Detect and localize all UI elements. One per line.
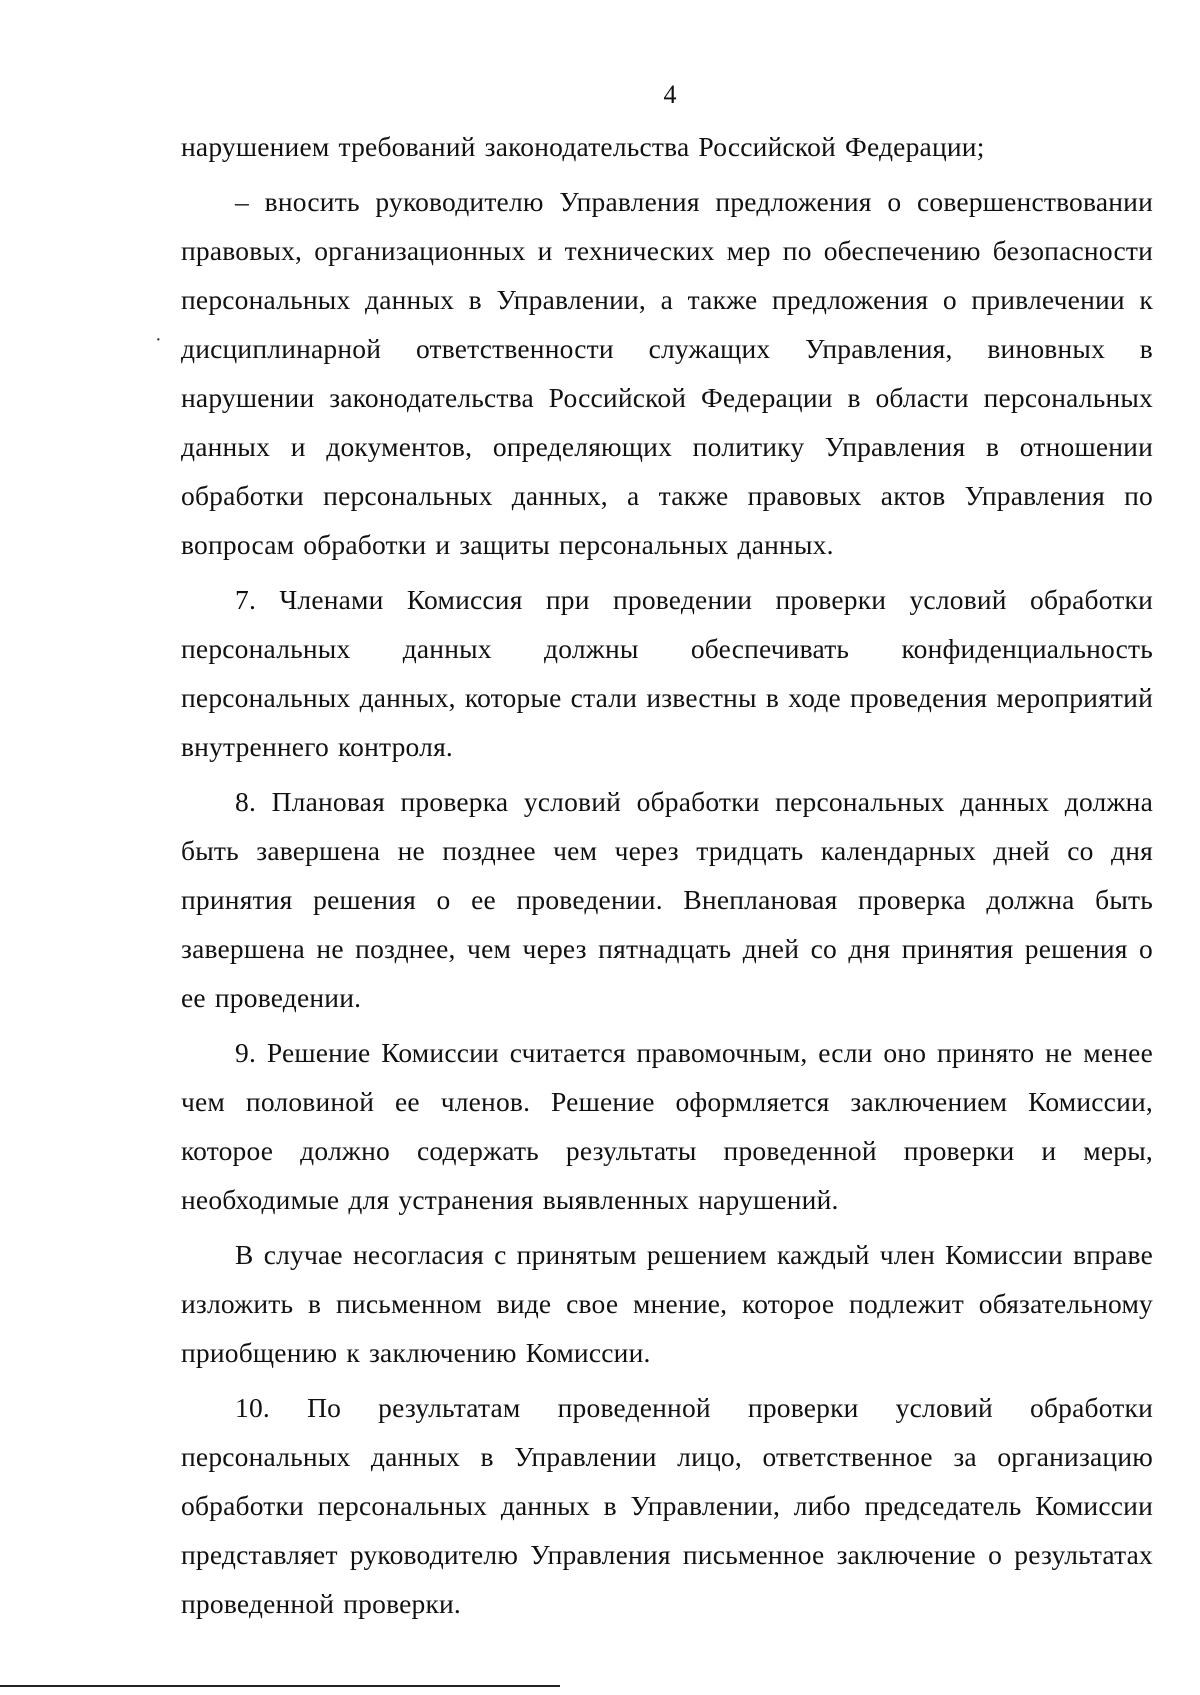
paragraph-continuation: нарушением требований законодательства Российской Федерации; — [181, 131, 985, 162]
page-number: 4 — [663, 80, 677, 109]
paragraph-7: 7. Членами Комиссия при проведении проверки условий обработки персональных данных должны обеспечивать конфиденциальность персональных данных, которые стали известны в ходе проведения мероприятий внутреннего контроля. — [181, 584, 1153, 762]
paragraph-10: 10. По результатам проведенной проверки условий обработки персональных данных в Управлении лицо, ответственное за организацию обработки персональных данных в Управлении, либо председатель Комиссии представляет руководителю Управления письменное заключение о результатах проведенной проверки. — [181, 1392, 1153, 1619]
paragraph-proposals: – вносить руководителю Управления предложения о совершенствовании правовых, организационных и технических мер по обеспечению безопасности персональных данных в Управлении, а также предложения о привлечении к дисциплинарной ответственности служащих Управления, виновных в нарушении законодательства Российской Федерации в области персональных данных и документов, определяющих политику Управления в отношении обработки персональных данных, а также правовых актов Управления по вопросам обработки и защиты персональных данных. — [181, 186, 1153, 560]
paragraph-9: 9. Решение Комиссии считается правомочным, если оно принято не менее чем половиной ее членов. Решение оформляется заключением Комиссии, которое должно содержать результаты проведенной проверки и меры, необходимые для устранения выявленных нарушений. — [181, 1037, 1153, 1215]
bottom-rule — [0, 1685, 560, 1687]
paragraph-8: 8. Плановая проверка условий обработки персональных данных должна быть завершена не позднее чем через тридцать календарных дней со дня принятия решения о ее проведении. Внеплановая проверка должна быть завершена не позднее, чем через пятнадцать дней со дня принятия решения о ее проведении. — [181, 786, 1153, 1013]
paragraph-disagreement: В случае несогласия с принятым решением каждый член Комиссии вправе изложить в письменном виде свое мнение, которое подлежит обязательному приобщению к заключению Комиссии. — [181, 1239, 1153, 1368]
margin-mark: · — [155, 329, 162, 351]
document-body — [181, 122, 1153, 1634]
